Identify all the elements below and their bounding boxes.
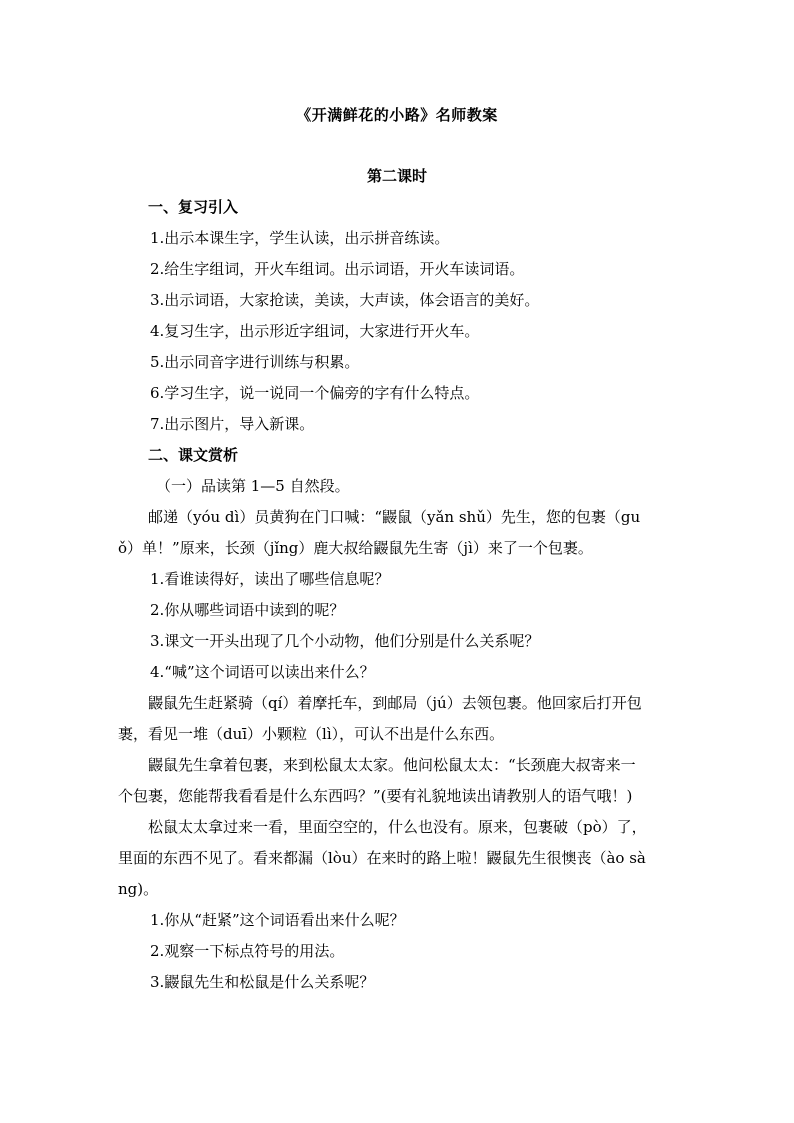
question-item: 1.你从“赶紧”这个词语看出来什么呢？ — [150, 911, 405, 929]
question-item: 3.鼹鼠先生和松鼠是什么关系呢？ — [150, 973, 375, 991]
section-heading-appreciation: 二、课文赏析 — [148, 446, 239, 464]
review-item-1: 1.出示本课生字，学生认读，出示拼音练读。 — [150, 229, 450, 247]
paragraph-line: ng)。 — [118, 880, 159, 898]
paragraph-line: 裹，看见一堆（duī）小颗粒（lì），可认不出是什么东西。 — [118, 725, 505, 743]
question-item: 4.“喊”这个词语可以读出来什么？ — [150, 663, 375, 681]
review-item-6: 6.学习生字，说一说同一个偏旁的字有什么特点。 — [150, 384, 480, 402]
document-title: 《开满鲜花的小路》名师教案 — [296, 106, 498, 124]
paragraph-line: 里面的东西不见了。看来都漏（lòu）在来时的路上啦！鼹鼠先生很懊丧（ào sà — [118, 849, 646, 867]
review-item-2: 2.给生字组词，开火车组词。出示词语，开火车读词语。 — [150, 260, 525, 278]
paragraph-line: 个包裹，您能帮我看看是什么东西吗？”(要有礼貌地读出请教别人的语气哦！) — [118, 787, 633, 805]
question-item: 1.看谁读得好，读出了哪些信息呢？ — [150, 570, 390, 588]
paragraph-line: 松鼠太太拿过来一看，里面空空的，什么也没有。原来，包裹破（pò）了， — [148, 818, 647, 836]
question-item: 2.观察一下标点符号的用法。 — [150, 942, 345, 960]
review-item-5: 5.出示同音字进行训练与积累。 — [150, 353, 360, 371]
section-heading-review: 一、复习引入 — [148, 198, 239, 216]
review-item-4: 4.复习生字，出示形近字组词，大家进行开火车。 — [150, 322, 480, 340]
paragraph-line: 鼹鼠先生赶紧骑（qí）着摩托车，到邮局（jú）去领包裹。他回家后打开包 — [148, 694, 642, 712]
review-item-7: 7.出示图片，导入新课。 — [150, 415, 315, 433]
question-item: 2.你从哪些词语中读到的呢？ — [150, 601, 345, 619]
paragraph-line: ǒ）单！”原来，长颈（jǐng）鹿大叔给鼹鼠先生寄（jì）来了一个包裹。 — [118, 539, 593, 557]
subsection-heading: （一）品读第 1—5 自然段。 — [156, 477, 350, 495]
review-item-3: 3.出示词语，大家抢读，美读，大声读，体会语言的美好。 — [150, 291, 540, 309]
document-body — [118, 192, 670, 998]
paragraph-line: 邮递（yóu dì）员黄狗在门口喊：“鼹鼠（yǎn shǔ）先生，您的包裹（gu — [148, 508, 641, 526]
paragraph-line: 鼹鼠先生拿着包裹，来到松鼠太太家。他问松鼠太太：“长颈鹿大叔寄来一 — [148, 756, 636, 774]
question-item: 3.课文一开头出现了几个小动物，他们分别是什么关系呢？ — [150, 632, 540, 650]
lesson-title: 第二课时 — [366, 167, 427, 185]
